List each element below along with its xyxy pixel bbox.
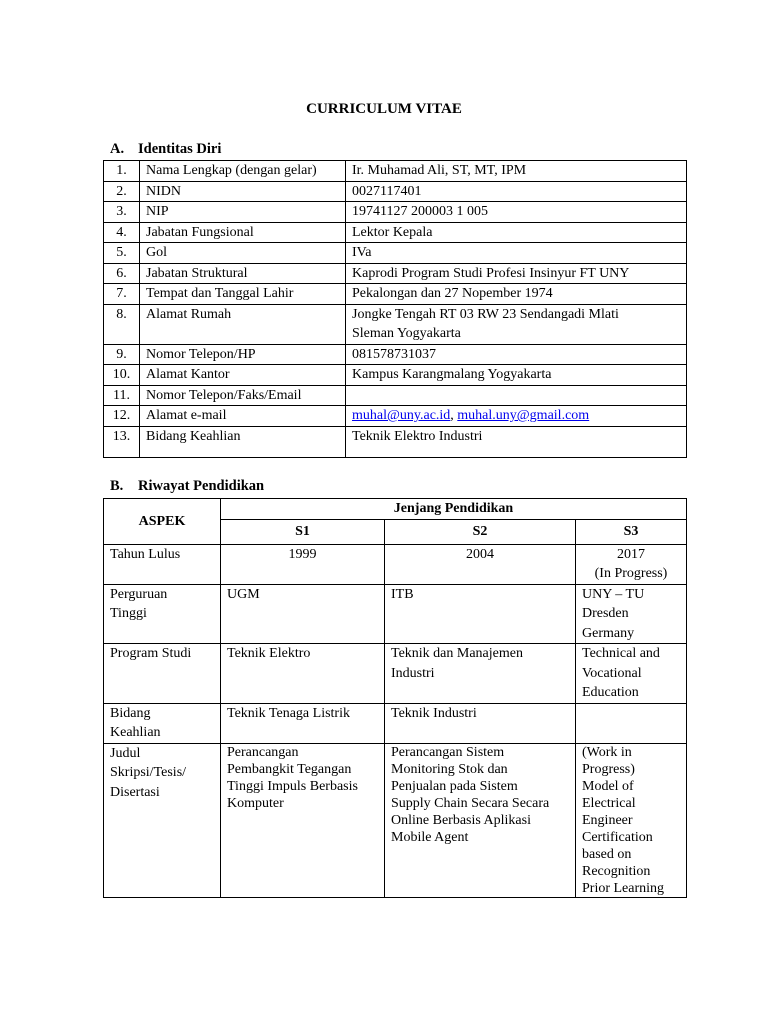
riwayat-pendidikan-table <box>103 498 687 898</box>
table-row: Judul Skripsi/Tesis/ Disertasi Perancangan Pembangkit Tegangan Tinggi Impuls Berbasis Komputer Perancangan Sistem Monitoring Stok dan Penjualan pada Sistem Supply Chain Secara Secara Online Berbasis Aplikasi Mobile Agent (Work in Progress) Model of Electrical Engineer Certification based on Recognition Prior Learning <box>104 743 687 897</box>
table-row: 6. Jabatan Struktural Kaprodi Program Studi Profesi Insinyur FT UNY <box>104 263 687 284</box>
table-row: 10. Alamat Kantor Kampus Karangmalang Yogyakarta <box>104 365 687 386</box>
table-row: 12. Alamat e-mail muhal@uny.ac.id, muhal.uny@gmail.com <box>104 406 687 427</box>
header-jenjang: Jenjang Pendidikan <box>221 499 687 520</box>
table-row: 7. Tempat dan Tanggal Lahir Pekalongan dan 27 Nopember 1974 <box>104 284 687 305</box>
header-s1: S1 <box>221 519 385 544</box>
header-s2: S2 <box>385 519 576 544</box>
table-row: Program Studi Teknik Elektro Teknik dan Manajemen Industri Technical and Vocational Education <box>104 644 687 704</box>
header-aspek: ASPEK <box>104 499 221 545</box>
table-row: 5. Gol IVa <box>104 243 687 264</box>
table-row: 3. NIP 19741127 200003 1 005 <box>104 202 687 223</box>
table-row: 11. Nomor Telepon/Faks/Email <box>104 385 687 406</box>
table-row: 1. Nama Lengkap (dengan gelar) Ir. Muhamad Ali, ST, MT, IPM <box>104 161 687 182</box>
document-title: CURRICULUM VITAE <box>306 101 462 117</box>
table-row: Bidang Keahlian Teknik Tenaga Listrik Teknik Industri <box>104 703 687 743</box>
table-row: Perguruan Tinggi UGM ITB UNY – TU Dresden Germany <box>104 584 687 644</box>
table-row: 2. NIDN 0027117401 <box>104 181 687 202</box>
table-header-row <box>104 499 687 520</box>
table-row: 13. Bidang Keahlian Teknik Elektro Industri <box>104 426 687 457</box>
section-a-heading: A. Identitas Diri <box>110 141 222 157</box>
email-link-1[interactable]: muhal@uny.ac.id <box>352 408 451 423</box>
table-row: 9. Nomor Telepon/HP 081578731037 <box>104 344 687 365</box>
header-s3: S3 <box>576 519 687 544</box>
email-link-2[interactable]: muhal.uny@gmail.com <box>457 408 590 423</box>
table-row: 4. Jabatan Fungsional Lektor Kepala <box>104 222 687 243</box>
identitas-diri-table <box>103 160 687 458</box>
table-row: 8. Alamat Rumah Jongke Tengah RT 03 RW 23 Sendangadi Mlati Sleman Yogyakarta <box>104 304 687 344</box>
section-b-heading: B. Riwayat Pendidikan <box>110 478 265 494</box>
table-row: Tahun Lulus 1999 2004 2017 (In Progress) <box>104 544 687 584</box>
